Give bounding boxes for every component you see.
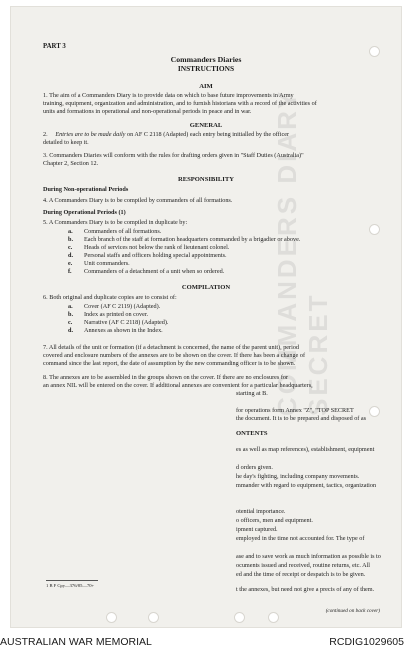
paragraph-line: detailed to keep it. <box>43 139 89 146</box>
paragraph-line: command since the last report, the date of assumption by the new commanding officer is to be shown. <box>43 360 296 367</box>
fragment-line: he day's fighting, including company movements. <box>236 473 360 480</box>
section-heading-responsibility: RESPONSIBILITY <box>177 176 235 183</box>
fragment-line: ed and the time of receipt or despatch is to be given. <box>236 571 366 578</box>
punch-hole <box>268 612 279 623</box>
list-item: Personal staffs and officers holding special appointments. <box>84 252 227 259</box>
list-item: Index as printed on cover. <box>84 311 149 318</box>
list-item: Annexes as shown in the Index. <box>84 327 163 334</box>
paragraph-line: training, equipment, organization and administration, and to furnish historians with a record of the activities of <box>43 100 317 107</box>
fragment-line: the document. It is to be prepared and disposed of as <box>236 415 367 422</box>
paragraph-line: covered and enclosure numbers of the annexes are to be shown on the cover. If there has been a change of <box>43 352 306 359</box>
paragraph-line: 6. Both original and duplicate copies are to consist of: <box>43 294 177 301</box>
punch-hole <box>106 612 117 623</box>
document-page <box>10 6 402 628</box>
part-label: PART 3 <box>43 43 66 50</box>
paragraph-text: on AF C 2118 (Adapted) each entry being initialled by the officer <box>126 131 290 138</box>
paragraph-line: 4. A Commanders Diary is to be compiled by commanders of all formations. <box>43 197 233 204</box>
paragraph-line <box>43 131 289 139</box>
fragment-line: ase and to save work as much information as possible is to <box>236 553 381 560</box>
list-item: Narrative (AF C 2118) (Adapted). <box>84 319 169 326</box>
fragment-line: t the annexes, but need not give a precis of any of them. <box>236 586 375 593</box>
list-item: Cover (AF C 2119) (Adapted). <box>84 303 161 310</box>
fragment-line: o officers, men and equipment. <box>236 517 313 524</box>
list-item: Commanders of all formations. <box>84 228 162 235</box>
continued-note: (continued on back cover) <box>325 608 380 614</box>
subheading: During Non-operational Periods <box>43 186 129 193</box>
list-item: Heads of services not below the rank of lieutenant colonel. <box>84 244 230 251</box>
list-item: Commanders of a detachment of a unit when so ordered. <box>84 268 225 275</box>
paragraph-line: starting at B. <box>236 390 268 397</box>
archive-caption: AUSTRALIAN WAR MEMORIAL <box>0 636 152 648</box>
paragraph-line: 8. The annexes are to be assembled in the groups shown on the cover. If there are no enclosures for <box>43 374 289 381</box>
paragraph-line: an annex NIL will be entered on the cover. If additional annexes are convenient for a particular headquarters, <box>43 382 313 389</box>
paragraph-line: 1. The aim of a Commanders Diary is to provide data on which to base future improvements in Army <box>43 92 294 99</box>
fragment-line: for operations form Annex "Z", "TOP SECRET <box>236 407 354 414</box>
page-title: Commanders Diaries <box>170 55 242 64</box>
list-letter: e. <box>68 260 73 267</box>
section-heading-contents: ONTENTS <box>236 430 268 437</box>
archive-id: RCDIG1029605 <box>329 636 404 648</box>
punch-hole <box>148 612 159 623</box>
subheading: During Operational Periods (1) <box>43 209 126 216</box>
list-letter: b. <box>68 311 73 318</box>
fragment-line: ipment captured. <box>236 526 278 533</box>
emphasis-text: Entries are to be made daily <box>55 131 126 138</box>
list-letter: a. <box>68 228 73 235</box>
printer-imprint: 1 B F Cpy—376/85—70+ <box>46 583 95 588</box>
list-item: Unit commanders. <box>84 260 130 267</box>
paragraph-line: 7. All details of the unit or formation (if a detachment is concerned, the name of the parent unit), period <box>43 344 300 351</box>
punch-hole <box>369 406 380 417</box>
punch-hole <box>369 224 380 235</box>
list-letter: c. <box>68 244 73 251</box>
show-through-text: COMMANDERS DIARY SECRET <box>272 89 333 416</box>
section-heading-general: GENERAL <box>189 122 223 129</box>
fragment-line: es as well as map references), establishment, equipment <box>236 446 375 453</box>
fragment-line: mmander with regard to equipment, tactics, organization <box>236 482 377 489</box>
list-letter: d. <box>68 252 73 259</box>
list-letter: d. <box>68 327 73 334</box>
divider <box>46 580 98 581</box>
paragraph-line: 3. Commanders Diaries will conform with the rules for drafting orders given in "Staff Duties (Australia)" <box>43 152 304 159</box>
paragraph-line: Chapter 2, Section 12. <box>43 160 99 167</box>
list-item: Each branch of the staff at formation headquarters commanded by a brigadier or above. <box>84 236 301 243</box>
list-letter: b. <box>68 236 73 243</box>
paragraph-line: units and formations in operational and non-operational periods in peace and in war. <box>43 108 252 115</box>
section-heading-aim: AIM <box>199 83 213 90</box>
paragraph-line: 5. A Commanders Diary is to be compiled in duplicate by: <box>43 219 188 226</box>
fragment-line: otential importance. <box>236 508 286 515</box>
page-subtitle: INSTRUCTIONS <box>177 64 235 73</box>
fragment-line: employed in the time not accounted for. The type of <box>236 535 365 542</box>
list-letter: a. <box>68 303 73 310</box>
list-letter: c. <box>68 319 73 326</box>
fragment-line: ocuments issued and received, routine returns, etc. All <box>236 562 371 569</box>
section-heading-compilation: COMPILATION <box>181 284 231 291</box>
fragment-line: d orders given. <box>236 464 273 471</box>
paragraph-number: 2. <box>43 131 48 138</box>
punch-hole <box>234 612 245 623</box>
list-letter: f. <box>68 268 72 275</box>
